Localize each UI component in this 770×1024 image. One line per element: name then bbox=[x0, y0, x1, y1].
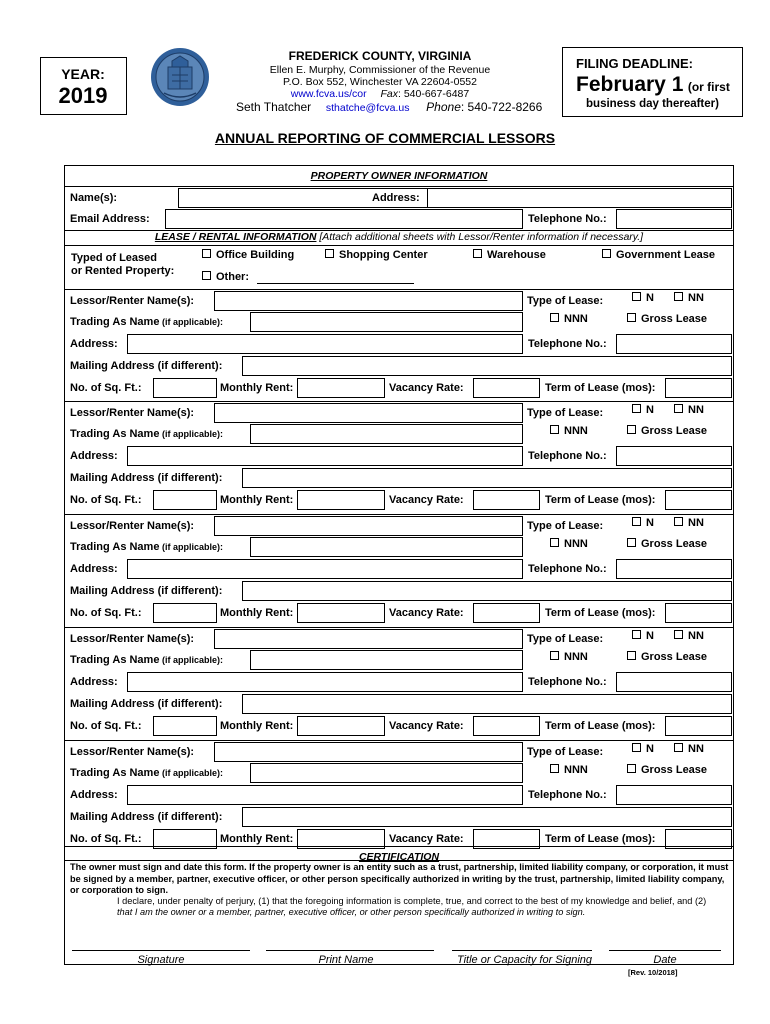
trading-as-label: Trading As Name (if applicable): bbox=[70, 428, 223, 440]
owner-telephone-field[interactable] bbox=[616, 209, 732, 229]
contact-name: Seth Thatcher bbox=[236, 100, 312, 114]
option-n[interactable]: N bbox=[632, 292, 654, 304]
lessor-address-field[interactable] bbox=[127, 785, 523, 805]
lessor-name-field[interactable] bbox=[214, 516, 523, 536]
lessor-address-field[interactable] bbox=[127, 559, 523, 579]
checkbox-icon[interactable] bbox=[550, 538, 559, 547]
lessor-telephone-field[interactable] bbox=[616, 446, 732, 466]
trading-as-label: Trading As Name (if applicable): bbox=[70, 654, 223, 666]
monthly-rent-field[interactable] bbox=[297, 378, 385, 398]
lease-term-label: Term of Lease (mos): bbox=[545, 494, 656, 506]
sqft-label: No. of Sq. Ft.: bbox=[70, 720, 142, 732]
lessor-telephone-field[interactable] bbox=[616, 334, 732, 354]
web-fax-line bbox=[250, 88, 510, 100]
lease-type-label: Type of Lease: bbox=[527, 295, 604, 307]
deadline-label: FILING DEADLINE: bbox=[576, 56, 693, 71]
lessor-telephone-field[interactable] bbox=[616, 559, 732, 579]
vacancy-rate-field[interactable] bbox=[473, 603, 540, 623]
lessor-address-label: Address: bbox=[70, 563, 118, 575]
lease-heading-main: LEASE / RENTAL INFORMATION bbox=[154, 231, 317, 243]
vacancy-rate-label: Vacancy Rate: bbox=[389, 833, 464, 845]
monthly-rent-field[interactable] bbox=[297, 716, 385, 736]
vacancy-rate-label: Vacancy Rate: bbox=[389, 720, 464, 732]
county-name: FREDERICK COUNTY, VIRGINIA bbox=[288, 49, 472, 63]
sqft-label: No. of Sq. Ft.: bbox=[70, 607, 142, 619]
mailing-address-label: Mailing Address (if different): bbox=[70, 360, 223, 372]
option-n[interactable]: N bbox=[632, 630, 654, 642]
lessor-address-label: Address: bbox=[70, 450, 118, 462]
signature-line[interactable] bbox=[72, 950, 250, 951]
po-box-line: P.O. Box 552, Winchester VA 22604-0552 bbox=[283, 76, 477, 88]
monthly-rent-label: Monthly Rent: bbox=[220, 494, 294, 506]
trading-as-field[interactable] bbox=[250, 312, 523, 332]
revision-note: [Rev. 10/2018] bbox=[628, 968, 678, 977]
lessor-address-row bbox=[65, 445, 733, 467]
option-office-building[interactable]: Office Building bbox=[202, 249, 294, 261]
lease-term-field[interactable] bbox=[665, 716, 732, 736]
option-gross-lease[interactable]: Gross Lease bbox=[627, 538, 707, 550]
option-nnn[interactable]: NNN bbox=[550, 538, 588, 550]
sqft-label: No. of Sq. Ft.: bbox=[70, 494, 142, 506]
trading-as-row bbox=[65, 762, 733, 784]
vacancy-rate-label: Vacancy Rate: bbox=[389, 494, 464, 506]
owner-email-label: Email Address: bbox=[70, 213, 150, 225]
monthly-rent-label: Monthly Rent: bbox=[220, 607, 294, 619]
option-nnn[interactable]: NNN bbox=[550, 764, 588, 776]
lease-details-row bbox=[65, 377, 733, 399]
sqft-label: No. of Sq. Ft.: bbox=[70, 833, 142, 845]
contact-email-link[interactable]: sthatche@fcva.us bbox=[325, 102, 410, 114]
lessor-name-row bbox=[65, 289, 733, 311]
mailing-address-label: Mailing Address (if different): bbox=[70, 811, 223, 823]
monthly-rent-label: Monthly Rent: bbox=[220, 382, 294, 394]
title-caption: Title or Capacity for Signing bbox=[456, 954, 593, 966]
option-shopping-center[interactable]: Shopping Center bbox=[325, 249, 428, 261]
lessor-block bbox=[0, 514, 770, 624]
date-caption: Date bbox=[653, 954, 677, 966]
checkbox-icon[interactable] bbox=[632, 517, 641, 526]
lessor-telephone-label: Telephone No.: bbox=[528, 789, 607, 801]
vacancy-rate-field[interactable] bbox=[473, 378, 540, 398]
fax-label: Fax bbox=[380, 88, 398, 100]
lease-details-row bbox=[65, 602, 733, 624]
lessor-name-row bbox=[65, 627, 733, 649]
lessor-address-field[interactable] bbox=[127, 446, 523, 466]
commissioner-line: Ellen E. Murphy, Commissioner of the Revenue bbox=[269, 64, 491, 76]
mailing-address-label: Mailing Address (if different): bbox=[70, 698, 223, 710]
lessor-name-field[interactable] bbox=[214, 629, 523, 649]
deadline-note-2: business day thereafter) bbox=[586, 98, 719, 110]
owner-names-row bbox=[65, 186, 733, 208]
checkbox-icon[interactable] bbox=[674, 404, 683, 413]
checkbox-icon[interactable] bbox=[550, 425, 559, 434]
trading-as-field[interactable] bbox=[250, 763, 523, 783]
lessor-address-row bbox=[65, 333, 733, 355]
vacancy-rate-field[interactable] bbox=[473, 716, 540, 736]
mailing-address-field[interactable] bbox=[242, 807, 732, 827]
checkbox-icon[interactable] bbox=[325, 249, 334, 258]
lessor-address-field[interactable] bbox=[127, 334, 523, 354]
title-line[interactable] bbox=[452, 950, 592, 951]
lessor-block bbox=[0, 401, 770, 511]
lease-term-label: Term of Lease (mos): bbox=[545, 607, 656, 619]
checkbox-icon[interactable] bbox=[674, 292, 683, 301]
checkbox-icon[interactable] bbox=[632, 404, 641, 413]
certification-statement: The owner must sign and date this form. If the property owner is an entity such as a trust, partnership, limited liability company, or corporation, it must be signed by a member, partner, executive officer, or other person specifically authorized in writing by the trust, partnership, limited liability company, or corporation to sign. bbox=[70, 862, 729, 895]
print-name-line[interactable] bbox=[266, 950, 434, 951]
checkbox-icon[interactable] bbox=[550, 764, 559, 773]
lessor-address-label: Address: bbox=[70, 338, 118, 350]
declaration-line-1: I declare, under penalty of perjury, (1) that the foregoing information is complete, true, and correct to the best of my knowledge and belief, and (2) bbox=[117, 896, 707, 906]
other-field-line[interactable] bbox=[257, 283, 414, 284]
trading-as-row bbox=[65, 536, 733, 558]
lessor-block bbox=[0, 740, 770, 850]
lease-details-row bbox=[65, 489, 733, 511]
checkbox-icon[interactable] bbox=[550, 651, 559, 660]
property-type-label-2: or Rented Property: bbox=[71, 265, 175, 277]
filing-deadline-box bbox=[562, 47, 743, 117]
trading-as-label: Trading As Name (if applicable): bbox=[70, 316, 223, 328]
checkbox-icon[interactable] bbox=[632, 292, 641, 301]
vacancy-rate-label: Vacancy Rate: bbox=[389, 382, 464, 394]
lease-type-label: Type of Lease: bbox=[527, 407, 604, 419]
mailing-address-label: Mailing Address (if different): bbox=[70, 472, 223, 484]
trading-as-field[interactable] bbox=[250, 537, 523, 557]
lessor-name-label: Lessor/Renter Name(s): bbox=[70, 407, 195, 419]
lessor-telephone-label: Telephone No.: bbox=[528, 563, 607, 575]
county-seal-icon bbox=[150, 47, 210, 107]
option-nn[interactable]: NN bbox=[674, 630, 704, 642]
trading-as-row bbox=[65, 649, 733, 671]
certification-heading-bar bbox=[65, 846, 733, 861]
sqft-field[interactable] bbox=[153, 603, 217, 623]
phone-number: : 540-722-8266 bbox=[460, 100, 543, 114]
checkbox-icon[interactable] bbox=[550, 313, 559, 322]
print-name-caption: Print Name bbox=[318, 954, 374, 966]
option-nn[interactable]: NN bbox=[674, 743, 704, 755]
form-title: ANNUAL REPORTING OF COMMERCIAL LESSORS bbox=[214, 130, 556, 146]
mailing-address-field[interactable] bbox=[242, 694, 732, 714]
lessor-block bbox=[0, 289, 770, 399]
mailing-address-row bbox=[65, 806, 733, 828]
lessor-telephone-field[interactable] bbox=[616, 785, 732, 805]
deadline-date-line bbox=[576, 73, 730, 97]
checkbox-icon[interactable] bbox=[627, 425, 636, 434]
date-line[interactable] bbox=[609, 950, 721, 951]
lessor-name-label: Lessor/Renter Name(s): bbox=[70, 295, 195, 307]
option-nnn[interactable]: NNN bbox=[550, 651, 588, 663]
mailing-address-row bbox=[65, 467, 733, 489]
lessor-name-label: Lessor/Renter Name(s): bbox=[70, 520, 195, 532]
option-nn[interactable]: NN bbox=[674, 404, 704, 416]
checkbox-icon[interactable] bbox=[627, 764, 636, 773]
lessor-name-field[interactable] bbox=[214, 742, 523, 762]
owner-names-label: Name(s): bbox=[70, 192, 118, 204]
sqft-field[interactable] bbox=[153, 716, 217, 736]
checkbox-icon[interactable] bbox=[627, 651, 636, 660]
option-n[interactable]: N bbox=[632, 517, 654, 529]
lease-term-field[interactable] bbox=[665, 490, 732, 510]
monthly-rent-label: Monthly Rent: bbox=[220, 720, 294, 732]
lessor-name-field[interactable] bbox=[214, 291, 523, 311]
lessor-telephone-field[interactable] bbox=[616, 672, 732, 692]
lease-term-field[interactable] bbox=[665, 378, 732, 398]
option-nn[interactable]: NN bbox=[674, 517, 704, 529]
checkbox-icon[interactable] bbox=[627, 538, 636, 547]
property-type-label-1: Typed of Leased bbox=[71, 252, 157, 264]
website-link[interactable]: www.fcva.us/cor bbox=[290, 88, 367, 100]
year-box bbox=[40, 57, 127, 115]
trading-as-field[interactable] bbox=[250, 650, 523, 670]
property-type-block bbox=[65, 245, 733, 287]
lessor-address-label: Address: bbox=[70, 789, 118, 801]
trading-as-row bbox=[65, 423, 733, 445]
lessor-address-row bbox=[65, 671, 733, 693]
year-label: YEAR: bbox=[61, 66, 105, 82]
lessor-address-row bbox=[65, 558, 733, 580]
option-nnn[interactable]: NNN bbox=[550, 313, 588, 325]
mailing-address-label: Mailing Address (if different): bbox=[70, 585, 223, 597]
mailing-address-row bbox=[65, 580, 733, 602]
owner-email-field[interactable] bbox=[165, 209, 523, 229]
lessor-block bbox=[0, 627, 770, 737]
mailing-address-row bbox=[65, 355, 733, 377]
checkbox-icon[interactable] bbox=[202, 249, 211, 258]
option-nnn[interactable]: NNN bbox=[550, 425, 588, 437]
phone-label: Phone bbox=[426, 100, 461, 114]
mailing-address-row bbox=[65, 693, 733, 715]
lessor-address-field[interactable] bbox=[127, 672, 523, 692]
year-value: 2019 bbox=[58, 83, 108, 108]
owner-address-field[interactable] bbox=[427, 188, 732, 208]
lessor-name-row bbox=[65, 514, 733, 536]
mailing-address-field[interactable] bbox=[242, 468, 732, 488]
sqft-field[interactable] bbox=[153, 378, 217, 398]
checkbox-icon[interactable] bbox=[202, 271, 211, 280]
lessor-telephone-label: Telephone No.: bbox=[528, 450, 607, 462]
option-gross-lease[interactable]: Gross Lease bbox=[627, 764, 707, 776]
fax-number: : 540-667-6487 bbox=[397, 88, 470, 100]
deadline-date: February 1 bbox=[576, 73, 684, 96]
option-gross-lease[interactable]: Gross Lease bbox=[627, 425, 707, 437]
signature-caption: Signature bbox=[137, 954, 185, 966]
lease-details-row bbox=[65, 715, 733, 737]
lease-term-label: Term of Lease (mos): bbox=[545, 833, 656, 845]
lease-term-label: Term of Lease (mos): bbox=[545, 382, 656, 394]
option-n[interactable]: N bbox=[632, 404, 654, 416]
lessor-name-label: Lessor/Renter Name(s): bbox=[70, 633, 195, 645]
trading-as-row bbox=[65, 311, 733, 333]
lease-type-label: Type of Lease: bbox=[527, 633, 604, 645]
contact-line bbox=[236, 100, 542, 114]
lessor-address-row bbox=[65, 784, 733, 806]
owner-email-row bbox=[65, 208, 733, 230]
lease-term-field[interactable] bbox=[665, 603, 732, 623]
checkbox-icon[interactable] bbox=[674, 630, 683, 639]
sqft-label: No. of Sq. Ft.: bbox=[70, 382, 142, 394]
option-government-lease[interactable]: Government Lease bbox=[602, 249, 715, 261]
monthly-rent-field[interactable] bbox=[297, 490, 385, 510]
lessor-address-label: Address: bbox=[70, 676, 118, 688]
lessor-name-field[interactable] bbox=[214, 403, 523, 423]
option-nn[interactable]: NN bbox=[674, 292, 704, 304]
owner-section-heading: PROPERTY OWNER INFORMATION bbox=[310, 170, 488, 182]
option-gross-lease[interactable]: Gross Lease bbox=[627, 651, 707, 663]
lessor-name-row bbox=[65, 401, 733, 423]
checkbox-icon[interactable] bbox=[627, 313, 636, 322]
certification-heading: CERTIFICATION bbox=[358, 851, 440, 863]
lessor-name-row bbox=[65, 740, 733, 762]
declaration-line-2: that I am the owner or a member, partner, executive officer, or other person specifically authorized in writing to sign. bbox=[117, 907, 586, 917]
option-gross-lease[interactable]: Gross Lease bbox=[627, 313, 707, 325]
vacancy-rate-field[interactable] bbox=[473, 490, 540, 510]
monthly-rent-label: Monthly Rent: bbox=[220, 833, 294, 845]
trading-as-label: Trading As Name (if applicable): bbox=[70, 767, 223, 779]
vacancy-rate-label: Vacancy Rate: bbox=[389, 607, 464, 619]
deadline-note: (or first bbox=[687, 80, 730, 94]
lease-term-label: Term of Lease (mos): bbox=[545, 720, 656, 732]
lease-heading-note: [Attach additional sheets with Lessor/Renter information if necessary.] bbox=[316, 231, 644, 243]
checkbox-icon[interactable] bbox=[632, 630, 641, 639]
monthly-rent-field[interactable] bbox=[297, 603, 385, 623]
option-n[interactable]: N bbox=[632, 743, 654, 755]
sqft-field[interactable] bbox=[153, 490, 217, 510]
option-warehouse[interactable]: Warehouse bbox=[473, 249, 546, 261]
trading-as-field[interactable] bbox=[250, 424, 523, 444]
mailing-address-field[interactable] bbox=[242, 356, 732, 376]
checkbox-icon[interactable] bbox=[473, 249, 482, 258]
lessor-telephone-label: Telephone No.: bbox=[528, 676, 607, 688]
checkbox-icon[interactable] bbox=[632, 743, 641, 752]
checkbox-icon[interactable] bbox=[674, 743, 683, 752]
lease-section-heading bbox=[65, 230, 733, 246]
lease-type-label: Type of Lease: bbox=[527, 520, 604, 532]
checkbox-icon[interactable] bbox=[602, 249, 611, 258]
owner-address-label: Address: bbox=[372, 192, 420, 204]
owner-telephone-label: Telephone No.: bbox=[528, 213, 607, 225]
trading-as-label: Trading As Name (if applicable): bbox=[70, 541, 223, 553]
lessor-name-label: Lessor/Renter Name(s): bbox=[70, 746, 195, 758]
lease-type-label: Type of Lease: bbox=[527, 746, 604, 758]
option-other[interactable]: Other: bbox=[202, 271, 249, 283]
mailing-address-field[interactable] bbox=[242, 581, 732, 601]
checkbox-icon[interactable] bbox=[674, 517, 683, 526]
lessor-telephone-label: Telephone No.: bbox=[528, 338, 607, 350]
